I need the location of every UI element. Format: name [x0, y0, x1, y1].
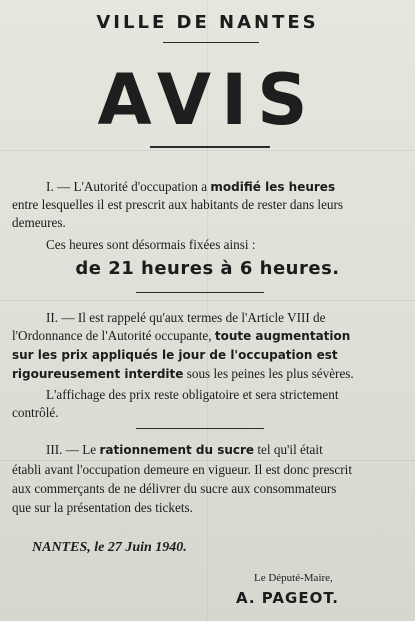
notice-title: AVIS [97, 59, 318, 141]
section1-text: I. — L'Autorité d'occupation a [46, 179, 211, 194]
section2-emphasis: toute augmentation [214, 329, 351, 343]
section1-line3: demeures. [12, 215, 66, 230]
section2-line1: II. — Il est rappelé qu'aux termes de l'Article VIII de [46, 310, 326, 325]
section2-emphasis-2: sur les prix appliqués le jour de l'occupation est [12, 348, 338, 362]
section1-line2: entre lesquelles il est prescrit aux habitants de rester dans leurs [12, 197, 344, 212]
section3-line1 [46, 441, 323, 459]
signatory-name: A. PAGEOT. [236, 589, 339, 607]
section2-text-2: sous les peines les plus sévères. [183, 366, 354, 381]
section2-line6: contrôlé. [12, 405, 59, 420]
section2-line2 [12, 327, 350, 345]
section3-text-2: tel qu'il était [254, 442, 323, 457]
section2-line4 [12, 365, 354, 383]
section2-line5: L'affichage des prix reste obligatoire et sera strictement [46, 387, 339, 402]
section3-text: III. — Le [46, 442, 100, 457]
section1-line1 [46, 178, 335, 196]
place-date: NANTES, le 27 Juin 1940. [32, 540, 187, 555]
top-divider [163, 42, 259, 43]
section-divider-1 [136, 292, 264, 293]
signatory-role: Le Député-Maire, [254, 572, 333, 584]
city-heading: VILLE DE NANTES [96, 12, 319, 33]
section3-line4: que sur la présentation des tickets. [12, 500, 193, 515]
section2-line3 [12, 346, 338, 364]
section2-text: l'Ordonnance de l'Autorité occupante, [12, 328, 215, 343]
section3-line2: établi avant l'occupation demeure en vigueur. Il est donc prescrit [12, 462, 352, 477]
section3-line3: aux commerçants de ne délivrer du sucre aux consommateurs [12, 481, 337, 496]
section1-emphasis: modifié les heures [210, 180, 336, 194]
section1-line4: Ces heures sont désormais fixées ainsi : [46, 237, 256, 252]
section2-emphasis-3: rigoureusement interdite [12, 367, 184, 381]
section-divider-2 [136, 428, 264, 429]
curfew-hours: de 21 heures à 6 heures. [75, 258, 340, 279]
title-divider [150, 146, 270, 148]
section3-emphasis: rationnement du sucre [99, 443, 255, 457]
